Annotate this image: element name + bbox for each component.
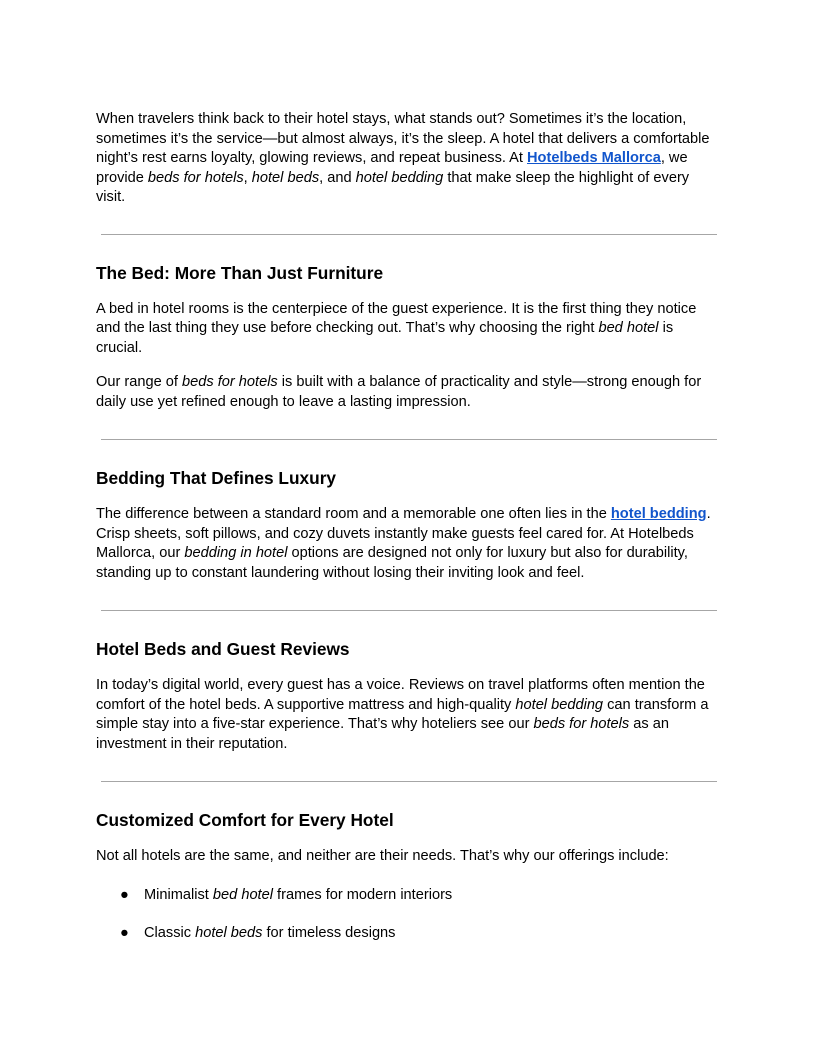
text: frames for modern interiors: [272, 886, 453, 903]
text: Our range of: [96, 374, 182, 390]
text: , and: [319, 169, 356, 186]
intro-paragraph: [96, 110, 720, 208]
hotel-bedding-link[interactable]: hotel bedding: [610, 506, 707, 522]
emphasis: hotel bedding: [355, 169, 444, 186]
text: When travelers think back to their hotel stays, what stands out? Sometimes it’s the location, sometimes it’s the service—but almost always, it’s the sleep. A hotel that delivers a comfortable night’s rest earns loyalty, glowing reviews, and repeat business. At: [96, 111, 710, 166]
text: can transform a simple stay into a five-star experience. That’s why hoteliers see our: [96, 696, 709, 732]
text: In today’s digital world, every guest has a voice. Reviews on travel platforms often mention the comfort of the hotel beds. A supportive mattress and high-quality: [96, 677, 705, 713]
text: ,: [243, 169, 252, 186]
emphasis: bed hotel: [212, 886, 273, 903]
emphasis: beds for hotels: [533, 716, 630, 732]
emphasis: hotel beds: [251, 169, 320, 186]
text: for timeless designs: [262, 925, 396, 941]
text: A bed in hotel rooms is the centerpiece of the guest experience. It is the first thing they notice and the last thing they use before checking out. That’s why choosing the right: [96, 300, 697, 336]
section-paragraph: [96, 300, 720, 359]
section-paragraph: [96, 505, 720, 583]
hotelbeds-mallorca-link[interactable]: Hotelbeds Mallorca: [527, 150, 661, 166]
section-heading: Customized Comfort for Every Hotel: [96, 810, 394, 830]
emphasis: beds for hotels: [147, 169, 244, 186]
list-item: [120, 924, 720, 944]
section-heading: Bedding That Defines Luxury: [96, 468, 337, 488]
text: Minimalist: [144, 886, 213, 903]
text: options are designed not only for luxury but also for durability, standing up to constant laundering without losing their inviting look and feel.: [96, 545, 688, 581]
text: that make sleep the highlight of every visit.: [96, 169, 690, 205]
divider: [101, 234, 717, 235]
text: Classic: [144, 925, 196, 941]
text: as an investment in their reputation.: [96, 716, 669, 752]
section-paragraph: [96, 373, 720, 412]
emphasis: beds for hotels: [182, 374, 278, 390]
offerings-list: [96, 886, 720, 944]
emphasis: bed hotel: [598, 320, 659, 336]
emphasis: hotel bedding: [515, 696, 604, 713]
emphasis: bedding in hotel: [184, 545, 288, 561]
text: is crucial.: [96, 320, 674, 356]
text: is built with a balance of practicality and style—strong enough for daily use yet refined enough to leave a lasting impression.: [96, 374, 702, 410]
section-paragraph: Not all hotels are the same, and neither are their needs. That’s why our offerings include:: [96, 848, 669, 864]
text: , we provide: [96, 150, 688, 186]
section-paragraph: [96, 676, 720, 754]
section-heading: The Bed: More Than Just Furniture: [96, 262, 384, 283]
emphasis: hotel beds: [195, 925, 263, 941]
section-heading: Hotel Beds and Guest Reviews: [96, 639, 350, 659]
list-item: [120, 886, 720, 906]
divider: [101, 439, 717, 440]
bullet-icon: ●: [120, 886, 129, 903]
document-page: [96, 110, 720, 963]
bullet-icon: ●: [120, 925, 129, 941]
divider: [101, 781, 717, 782]
text: The difference between a standard room and a memorable one often lies in the: [96, 506, 611, 522]
text: . Crisp sheets, soft pillows, and cozy duvets instantly make guests feel cared for. At Hotelbeds Mallorca, our: [96, 506, 711, 561]
divider: [101, 610, 717, 611]
